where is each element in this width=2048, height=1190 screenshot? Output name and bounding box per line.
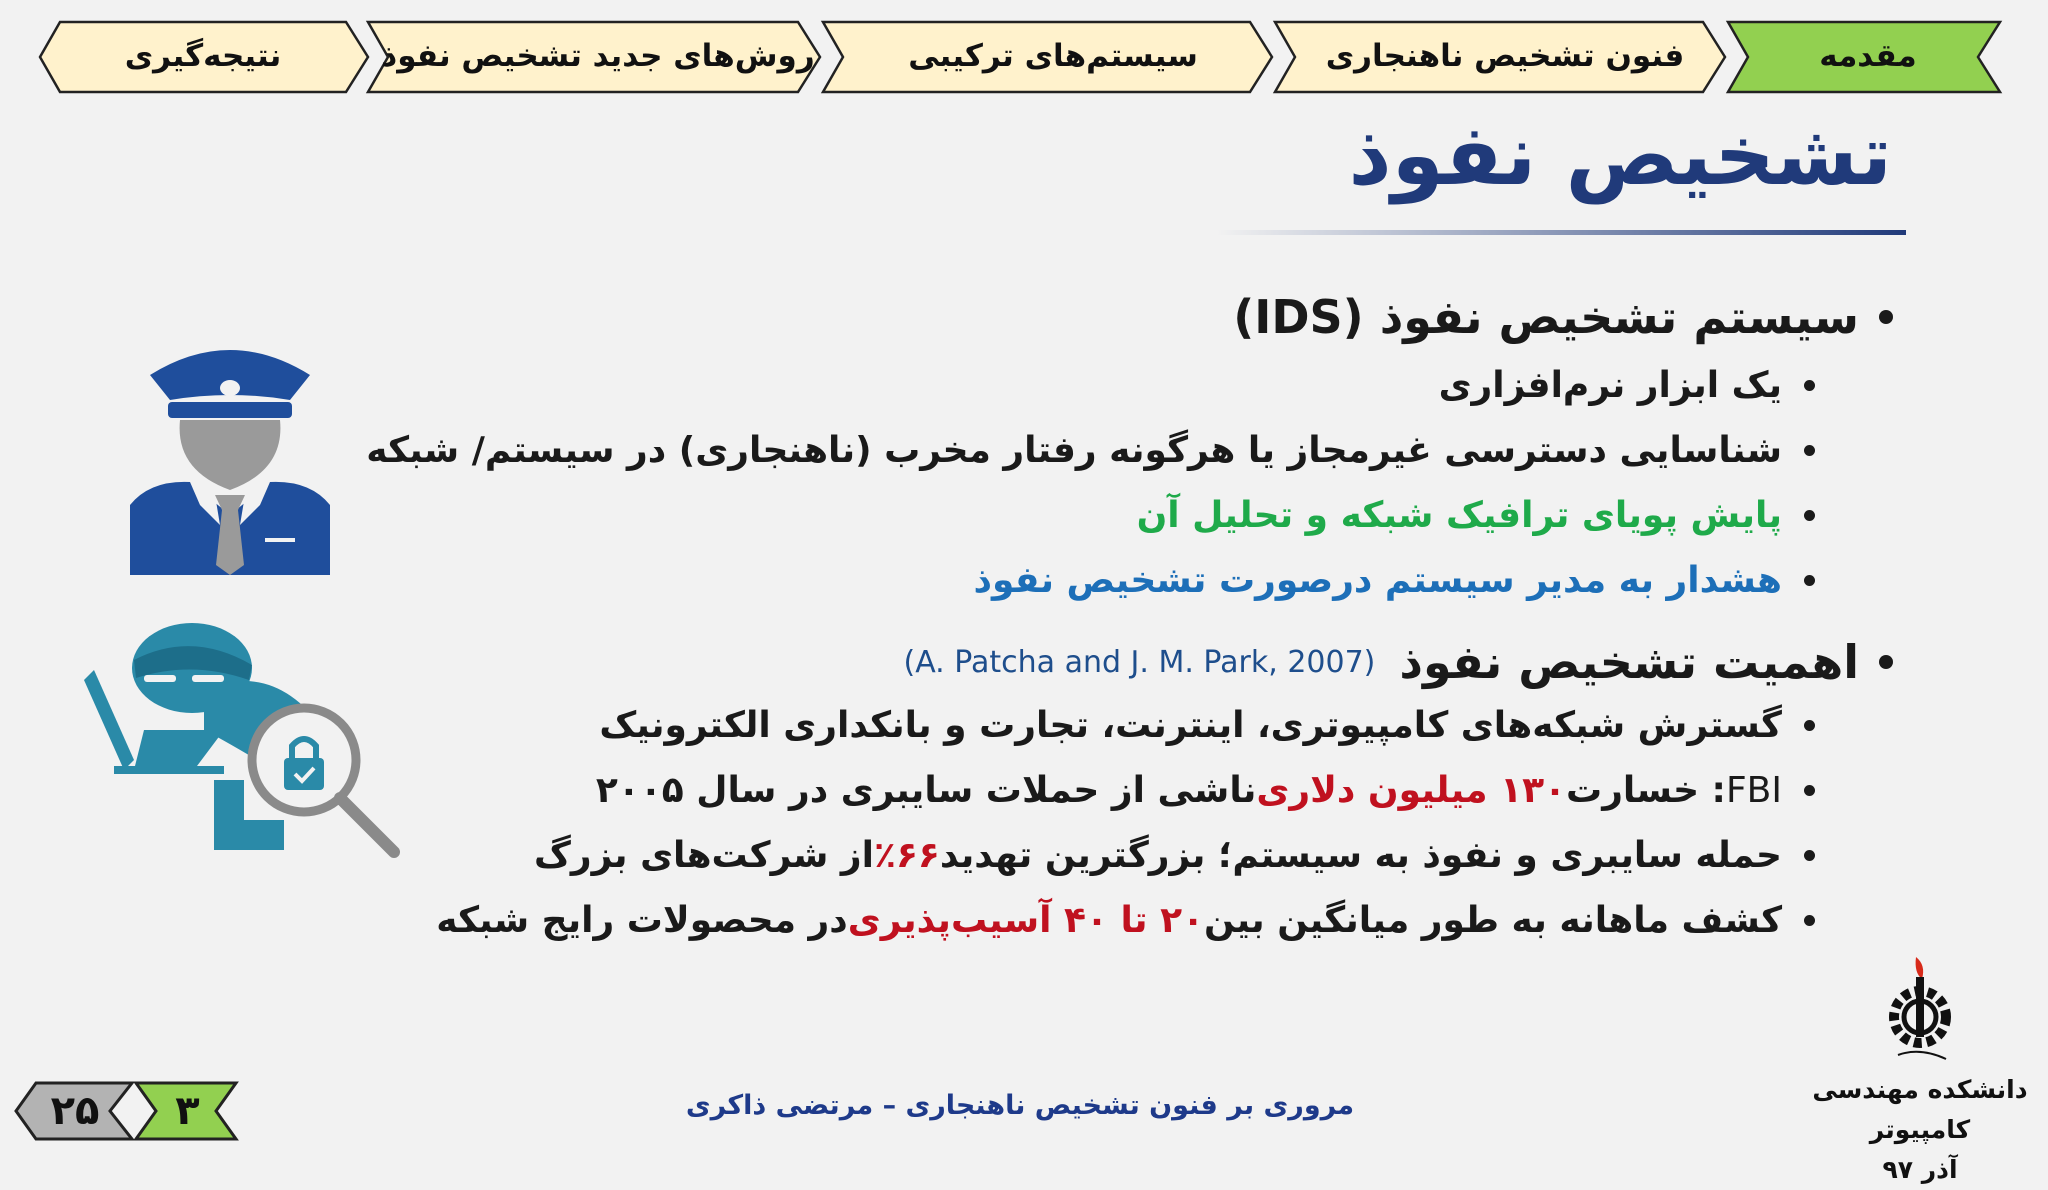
sub-bullet xyxy=(366,430,1815,471)
sub-bullet xyxy=(599,705,1815,746)
sub-bullet-text: پایش پویای ترافیک شبکه و تحلیل آن xyxy=(1136,495,1782,536)
highlight-text: ٪۶۶ xyxy=(873,835,940,876)
section-navigation xyxy=(38,20,2008,96)
sub-bullet-dot xyxy=(1804,785,1815,796)
sub-bullet xyxy=(436,900,1815,941)
bullet-dot xyxy=(1879,655,1893,669)
sub-bullet-dot xyxy=(1804,445,1815,456)
sub-bullet-text: ناشی از حملات سایبری در سال ۲۰۰۵ xyxy=(595,770,1257,811)
bullet-dot xyxy=(1879,310,1893,324)
police-officer-icon xyxy=(120,330,340,575)
tab-introduction[interactable]: مقدمه xyxy=(1819,38,1917,74)
tab-new-methods[interactable]: روش‌های جدید تشخیص نفوذ xyxy=(381,38,815,74)
hacker-icon xyxy=(74,620,404,860)
sub-bullet-text: شناسایی دسترسی غیرمجاز یا هرگونه رفتار مخرب (ناهنجاری) در سیستم/ شبکه xyxy=(366,430,1782,471)
sub-bullet xyxy=(974,560,1816,601)
highlight-text: ۱۳۰ میلیون دلاری xyxy=(1256,770,1567,811)
title-underline xyxy=(1216,228,1906,238)
sub-bullet-text: هشدار به مدیر سیستم درصورت تشخیص نفوذ xyxy=(973,560,1782,601)
sub-bullet xyxy=(1137,495,1815,536)
footer-text: مروری بر فنون تشخیص ناهنجاری – مرتضی ذاکری xyxy=(685,1090,1355,1121)
sub-bullet-text: یک ابزار نرم‌افزاری xyxy=(1438,365,1782,406)
sub-bullet xyxy=(1439,365,1815,406)
sub-bullet-dot xyxy=(1804,575,1815,586)
bullet-text: سیستم تشخیص نفوذ (IDS) xyxy=(1233,290,1859,344)
bullet-text: اهمیت تشخیص نفوذ xyxy=(1399,635,1859,689)
tab-hybrid-systems[interactable]: سیستم‌های ترکیبی xyxy=(908,38,1198,74)
bullet-importance xyxy=(903,635,1893,689)
department-info xyxy=(1800,1070,2040,1190)
sub-bullet-text: در محصولات رایج شبکه xyxy=(436,900,848,941)
sub-bullet-dot xyxy=(1804,850,1815,861)
department-name: دانشکده مهندسی کامپیوتر xyxy=(1812,1075,2028,1144)
university-logo-icon xyxy=(1880,955,1962,1073)
citation: (A. Patcha and J. M. Park, 2007) xyxy=(903,644,1376,680)
sub-bullet-text: گسترش شبکه‌های کامپیوتری، اینترنت، تجارت و بانکداری الکترونیک xyxy=(599,705,1782,746)
sub-bullet-dot xyxy=(1804,720,1815,731)
total-pages: ۲۵ xyxy=(50,1088,100,1134)
sub-bullet-text: کشف ماهانه به طور میانگین بین xyxy=(1204,900,1782,941)
slide-date: آذر ۹۷ xyxy=(1882,1155,1958,1184)
tab-anomaly-detection[interactable]: فنون تشخیص ناهنجاری xyxy=(1325,38,1685,74)
sub-bullet xyxy=(534,835,1815,876)
sub-bullet-dot xyxy=(1804,380,1815,391)
sub-bullet-text: حمله سایبری و نفوذ به سیستم؛ بزرگترین تهدید xyxy=(939,835,1782,876)
sub-bullet-text: از شرکت‌های بزرگ xyxy=(534,835,874,876)
sub-bullet-dot xyxy=(1804,915,1815,926)
slide-title: تشخیص نفوذ xyxy=(1348,106,1892,204)
tab-conclusion[interactable]: نتیجه‌گیری xyxy=(124,38,282,74)
bullet-ids xyxy=(1233,290,1893,344)
sub-bullet xyxy=(596,770,1815,811)
fbi-label: FBI xyxy=(1725,770,1782,811)
sub-bullet-text: : خسارت xyxy=(1566,770,1726,811)
sub-bullet-dot xyxy=(1804,510,1815,521)
highlight-text: ۲۰ تا ۴۰ آسیب‌پذیری xyxy=(847,900,1205,941)
current-page: ۳ xyxy=(175,1088,200,1134)
